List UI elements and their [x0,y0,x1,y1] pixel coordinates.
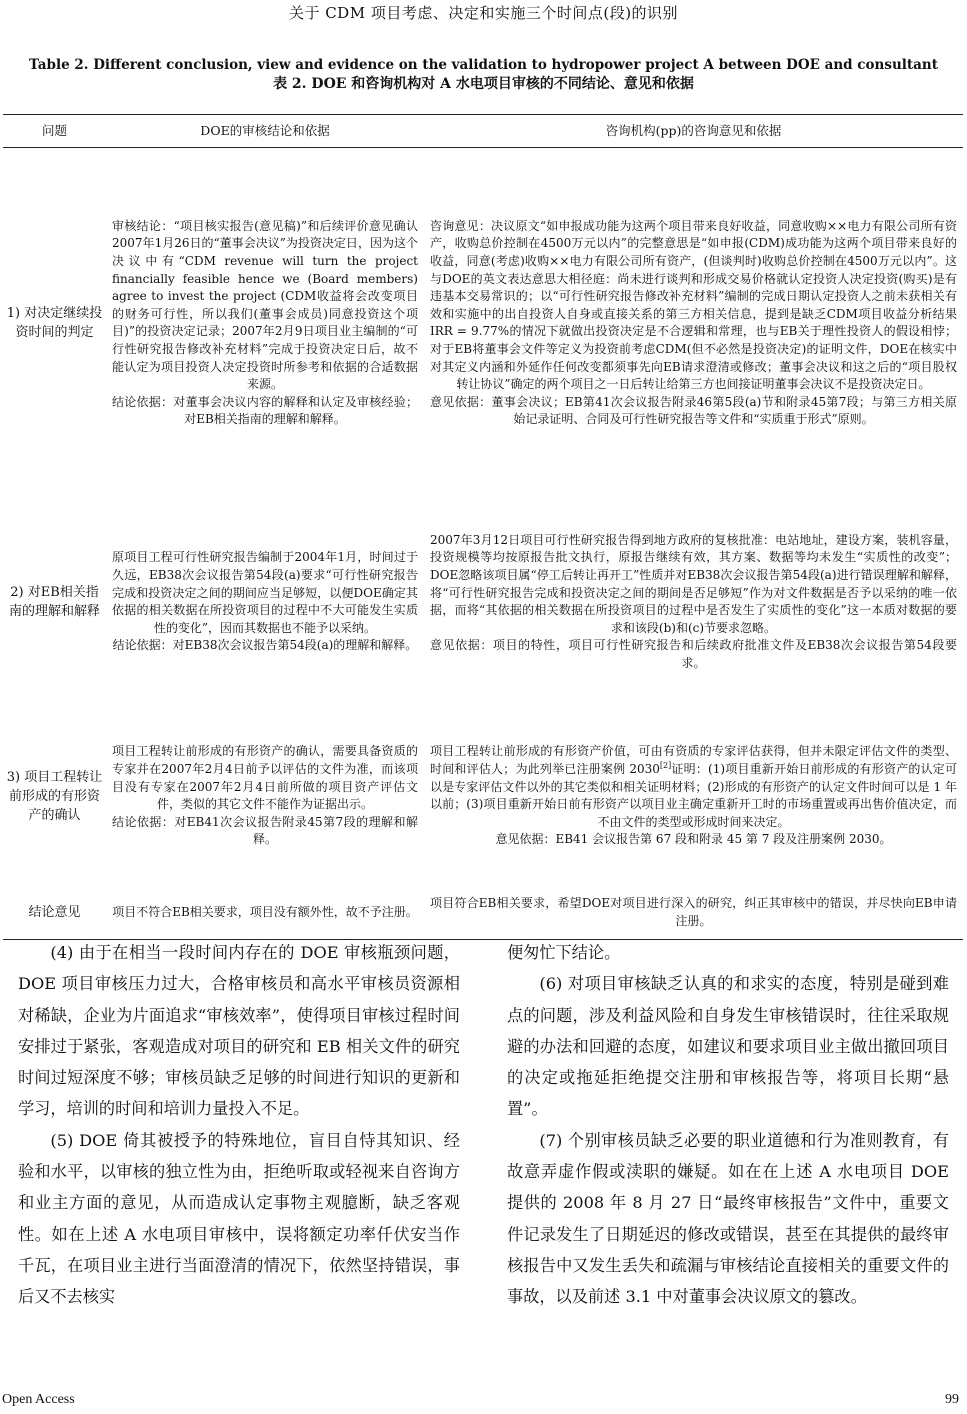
doe-cell [106,887,424,939]
paragraph-5: (5) DOE 倚其被授予的特殊地位，盲目自恃其知识、经验和水平，以审核的独立性为由，拒绝听取或轻视来自咨询方和业主方面的意见，从而造成认定事物主观臆断，缺乏客观性。如在上述 A 水电项目审核中，误将额定功率仟伏安当作千瓦，在项目业主进行当面澄清的情况下，依然坚持错误，事后又不去核实 [18,1130,460,1307]
consultant-opinion: 2007年3月12日项目可行性研究报告得到地方政府的复核批准：电站地址，建设方案，装机容量，投资规模等均按原报告批文执行，原报告继续有效，其方案、数据等均未发生“实质性的改变”；DOE忽略该项目属“停工后转让再开工”性质并对EB38次会议报告第54段(a)进行错误理解和解释，将“可行性研究报告完成和投资决定之间的期间是否足够短”作为对文件数据是否予以采纳的唯一依据，而将“其依据的相关数据在所投资项目的过程中是否发生了实质性的变化”这一本质对数据的要求和该段(b)和(c)节要求忽略。 [430,532,957,635]
header-issue: 问题 [41,123,67,138]
table-row [3,705,963,887]
table-caption [0,56,967,94]
consultant-opinion-text-cont: 证明：(1)项目重新开始日前形成的有形资产的认定可以是专家评估文件以外的其它类似和相关证明材料；(2)形成的有形资产的认定文件时间可以是 1 年以前；(3)项目重新开始日前有形资产以项目业主确定重新开工时的市场重置或再出售价值决定，而不由文件的类型或形成时间来决定。 [430,761,957,829]
doe-basis: 结论依据：对EB38次会议报告第54段(a)的理解和解释。 [112,638,418,653]
citation-ref[interactable]: [2] [659,760,672,770]
table-row [3,499,963,705]
consultant-opinion-text: 项目工程转让前形成的有形资产价值，可由有资质的专家评估获得，但并未限定评估文件的类型、时间和评估人；为此列举已注册案例 2030 [430,744,957,776]
doe-conclusion: 项目不符合EB相关要求，项目没有额外性，故不予注册。 [112,905,418,920]
page-number: 99 [945,1392,959,1407]
issue-cell: 2) 对EB相关指南的理解和解释 [8,585,100,620]
consultant-basis: 意见依据：项目的特性，项目可行性研究报告和后续政府批准文件及EB38次会议报告第54段要求。 [430,638,957,670]
paragraph-7: (7) 个别审核员缺乏必要的职业道德和行为准则教育，有故意弄虚作假或渎职的嫌疑。如在在上述 A 水电项目 DOE 提供的 2008 年 8 月 27 日“最终审核报告”文件中，重要文件记录发生了日期延迟的修改或错误，甚至在其提供的最终审核报告中又发生丢失和疏漏与审核结论直接相关的重要文件的事故，以及前述 3.1 中对董事会决议原文的篡改。 [507,1130,949,1307]
body-column-left [18,937,460,1313]
doe-basis: 结论依据：对EB41次会议报告附录45第7段的理解和解释。 [112,814,418,847]
doe-cell [106,705,424,887]
consultant-cell [424,705,963,887]
consultant-basis: 意见依据：董事会决议；EB第41次会议报告附录46第5段(a)节和附录45第7段；与第三方相关原始记录证明、合同及可行性研究报告等文件和“实质重于形式”原则。 [430,394,957,427]
table-caption-chinese: 表 2. DOE 和咨询机构对 A 水电项目审核的不同结论、意见和依据 [273,76,694,92]
consultant-basis: 意见依据：EB41 会议报告第 67 段和附录 45 第 7 段及注册案例 2030。 [495,832,892,847]
consultant-opinion: 咨询意见：决议原文“如申报成功能为这两个项目带来良好收益，同意收购××电力有限公司所有资产，收购总价控制在4500万元以内”的完整意思是“如申报(CDM)成功能为这两个项目带来良好的收益，同意(考虑)收购××电力有限公司所有资产，(但谈判时)收购总价控制在4500万元以内”。这与DOE的英文表达意思大相径庭：尚未进行谈判和形成交易价格就认定投资人决定投资(购买)是有违基本交易常识的；以“可行性研究报告修改补充材料”编制的完成日期认定投资人之前未获相关有效和实施中的出自投资人自身或直接关系的第三方相关信息，提到是缺乏CDM项目收益分析结果IRR = 9.77%的情况下就做出投资决定是不合逻辑和常理，也与EB关于理性投资人的假设相悖；对于EB将董事会文件等定义为投资前考虑CDM(但不必然是投资决定)的证明文件，DOE在核实中对其定义内涵和外延作任何改变都须事先向EB请求澄清或修改；董事会决议和这之后的“项目股权转让协议”确定的两个项目之一日后转让给第三方也间接证明董事会决议不是投资决定日。 [430,218,957,392]
paragraph-4: (4) 由于在相当一段时间内存在的 DOE 审核瓶颈问题，DOE 项目审核压力过大，合格审核员和高水平审核员资源相对稀缺，企业为片面追求“审核效率”，使得项目审核过程时间安排过于紧张，客观造成对项目的研究和 EB 相关文件的研究时间过短深度不够；审核员缺乏足够的时间进行知识的更新和学习，培训的时间和培训力量投入不足。 [18,943,460,1119]
paragraph-6: (6) 对项目审核缺乏认真的和求实的态度，特别是碰到难点的问题，涉及利益风险和自身发生审核错误时，往往采取规避的办法和回避的态度，如建议和要求项目业主做出撤回项目的决定或拖延拒绝提交注册和审核报告等，将项目长期“悬置”。 [507,974,949,1119]
consultant-opinion: 项目符合EB相关要求，希望DOE对项目进行深入的研究，纠正其审核中的错误，并尽快向EB申请注册。 [430,896,957,928]
table-header-row [3,115,963,148]
table-caption-english: Table 2. Different conclusion, view and evidence on the validation to hydropower project A between DOE and consultant [29,57,938,73]
running-head: 关于 CDM 项目考虑、决定和实施三个时间点(段)的识别 [288,4,679,22]
footer-open-access: Open Access [2,1392,75,1407]
paragraph-5-continued: 便匆忙下结论。 [507,943,621,962]
issue-cell: 3) 项目工程转让前形成的有形资产的确认 [6,769,103,823]
consultant-cell [424,499,963,705]
header-doe: DOE的审核结论和依据 [200,123,330,138]
doe-conclusion: 项目工程转让前形成的有形资产的确认，需要具备资质的专家并在2007年2月4日前予以评估的文件为准，而该项目没有专家在2007年2月4日前所做的项目资产评估文件，类似的其它文件不能作为证据出示。 [112,744,418,812]
consultant-cell [424,887,963,939]
header-consultant: 咨询机构(pp)的咨询意见和依据 [605,123,782,138]
review-table-wrapper [3,114,963,940]
doe-basis: 结论依据：对董事会决议内容的解释和认定及审核经验；对EB相关指南的理解和解释。 [112,394,418,427]
doe-conclusion: 审核结论：“项目核实报告(意见稿)”和后续评价意见确认2007年1月26日的“董事会决议”为投资决定日，因为这个决议中有“CDM revenue will turn the project financially feasible hence we (Board members) agree to invest the project (CDM收益将会改变项目的财务可行性，所以我们(董事会成员)同意投资这个项目)”的投资决定记录；2007年2月9日项目业主编制的“可行性研究报告修改补充材料”完成于投资决定日后，故不能认定为项目投资人决定投资时所参考和依据的合适数据来源。 [112,218,418,392]
issue-cell: 结论意见 [28,905,81,921]
doe-conclusion: 原项目工程可行性研究报告编制于2004年1月，时间过于久远，EB38次会议报告第54段(a)要求“可行性研究报告完成和投资决定之间的期间应当足够短，以便DOE确定其依据的相关数据在所投资项目的过程中不大可能发生实质性的变化”，因而其数据也不能予以采纳。 [112,550,418,635]
issue-cell: 1) 对决定继续投资时间的判定 [6,306,103,341]
table-row [3,147,963,499]
review-table [3,114,963,940]
doe-cell [106,147,424,499]
body-column-right [507,937,949,1313]
consultant-opinion [430,743,957,831]
doe-cell [106,499,424,705]
consultant-cell [424,147,963,499]
table-row [3,887,963,939]
